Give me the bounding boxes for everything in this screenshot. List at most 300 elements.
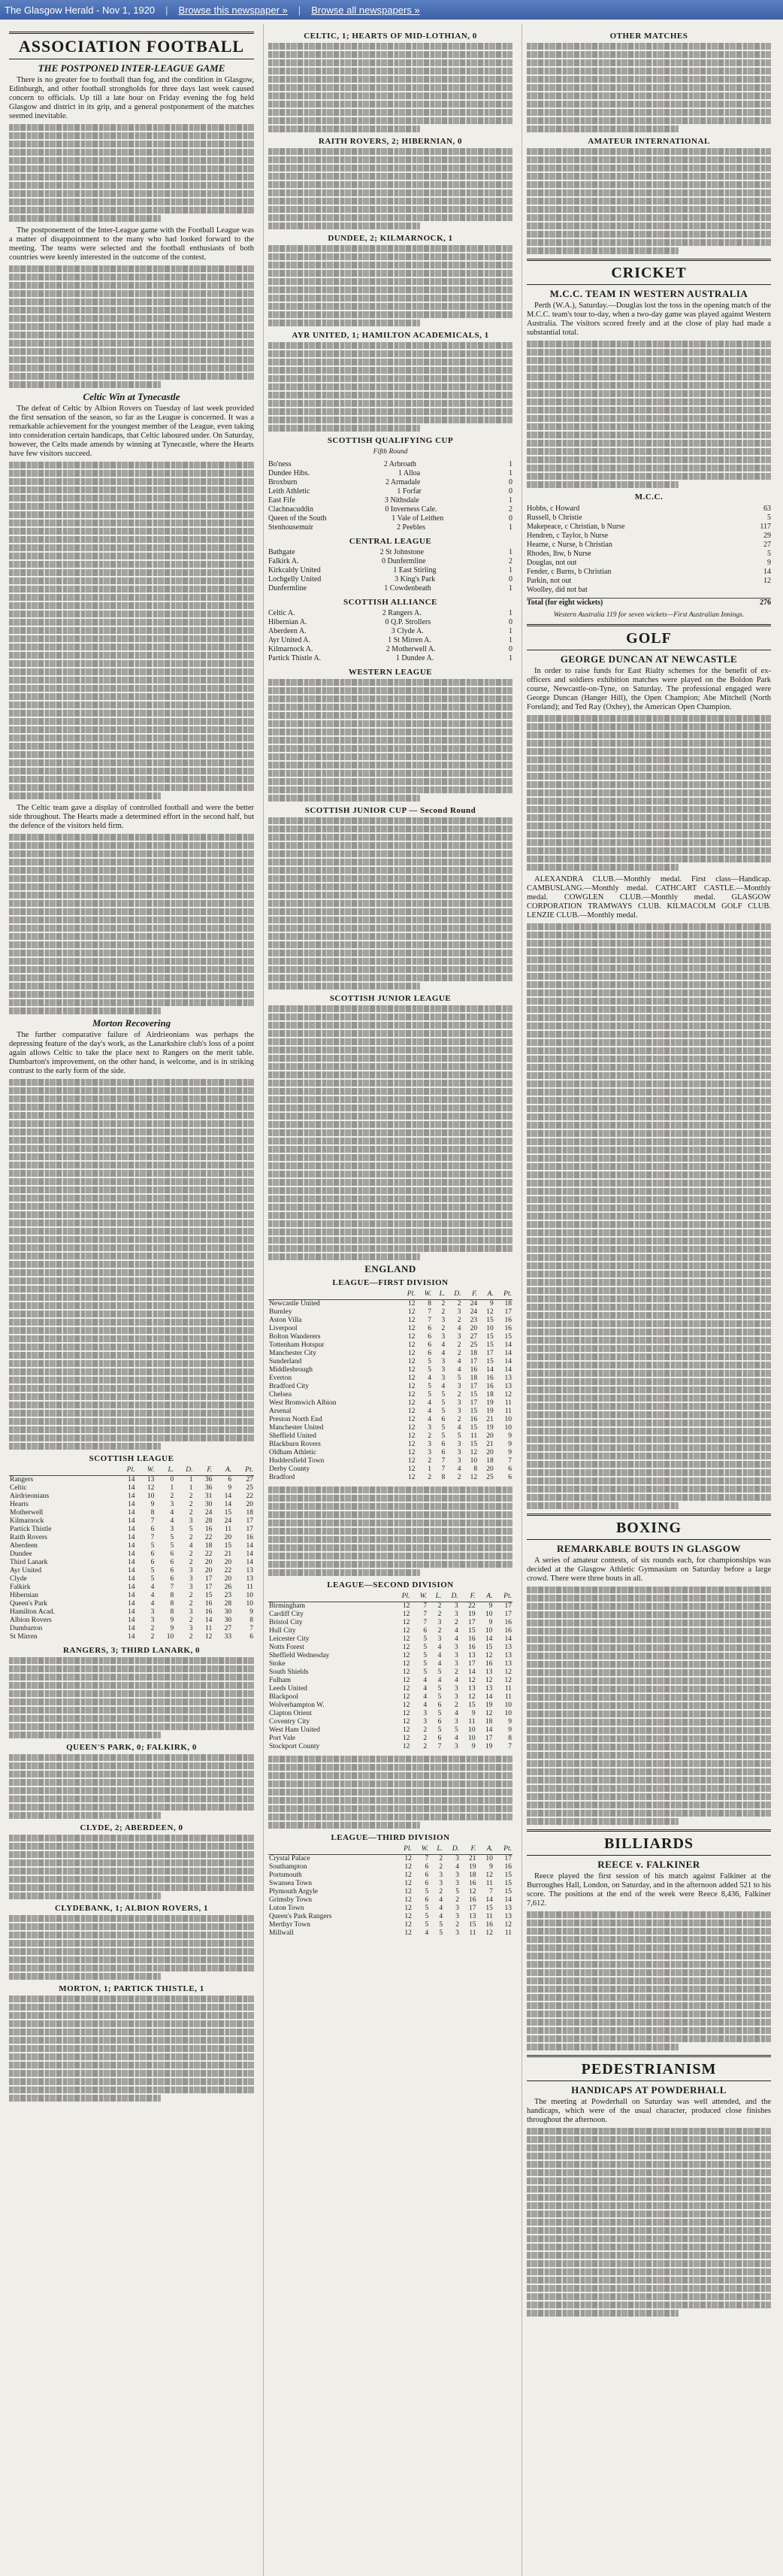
table-cell: 3 xyxy=(457,1441,461,1448)
table-cell: 16 xyxy=(468,1896,476,1904)
match-heading: RANGERS, 3; THIRD LANARK, 0 xyxy=(63,1646,200,1655)
table-cell: 15 xyxy=(485,1644,493,1651)
table-cell: 18 xyxy=(204,1542,213,1550)
table-header-cell: D. xyxy=(446,1290,461,1300)
table-cell: 2 xyxy=(189,1501,193,1508)
table-cell: 6 xyxy=(428,1350,432,1357)
table-cell: 17 xyxy=(470,1383,478,1390)
table-cell: 14 xyxy=(128,1575,135,1583)
result-cell: 2 Rangers A. xyxy=(382,609,422,617)
table-cell: 14 xyxy=(128,1534,135,1541)
table-cell: 0 xyxy=(170,1476,174,1483)
match-heading: RAITH ROVERS, 2; HIBERNIAN, 0 xyxy=(318,137,463,146)
result-row xyxy=(268,557,512,566)
table-cell: 17 xyxy=(468,1619,476,1626)
western-league-title: WESTERN LEAGUE xyxy=(348,668,433,677)
table-cell: 4 xyxy=(428,1374,432,1382)
table-header-cell: W. xyxy=(416,1290,433,1300)
table-row xyxy=(268,1383,512,1391)
table-cell: 4 xyxy=(454,1735,458,1742)
cricket-scorecard-title: M.C.C. xyxy=(634,492,664,502)
table-cell: 3 xyxy=(455,1871,460,1879)
table-cell: 3 xyxy=(189,1517,193,1525)
table-cell: 14 xyxy=(246,1559,253,1566)
qualifying-cup-title: SCOTTISH QUALIFYING CUP xyxy=(327,436,454,445)
table-cell: 4 xyxy=(423,1702,428,1709)
table-cell: 2 xyxy=(455,1921,460,1929)
table-row xyxy=(268,1317,512,1325)
team-name: Rangers xyxy=(10,1476,34,1483)
result-row xyxy=(268,514,512,523)
table-cell: 2 xyxy=(457,1317,461,1324)
table-cell: 4 xyxy=(439,1905,443,1912)
team-name: Millwall xyxy=(269,1929,294,1937)
table-cell: 15 xyxy=(470,1424,478,1432)
result-cell: Dunfermline xyxy=(268,584,307,592)
table-cell: 15 xyxy=(504,1871,512,1879)
team-name: Queen's Park xyxy=(10,1600,47,1608)
section-title-billiards: BILLIARDS xyxy=(527,1829,771,1856)
table-cell: 3 xyxy=(441,1317,446,1324)
team-name: West Bromwich Albion xyxy=(269,1399,337,1407)
table-cell: 16 xyxy=(470,1416,478,1423)
table-cell: 4 xyxy=(428,1416,432,1423)
table-cell: 9 xyxy=(508,1718,512,1726)
table-cell: 16 xyxy=(485,1921,493,1929)
table-cell: 12 xyxy=(408,1374,416,1382)
table-cell: 9 xyxy=(471,1743,476,1750)
table-cell: 11 xyxy=(225,1526,232,1533)
result-row xyxy=(268,627,512,636)
table-cell: 12 xyxy=(402,1627,410,1635)
table-cell: 16 xyxy=(470,1366,478,1374)
table-cell: 4 xyxy=(441,1383,446,1390)
table-cell: 12 xyxy=(470,1474,478,1481)
table-row xyxy=(268,1333,512,1341)
table-cell: 12 xyxy=(402,1677,410,1684)
table-header-cell: A. xyxy=(476,1844,493,1855)
table-cell: 14 xyxy=(128,1542,135,1550)
table-cell: 6 xyxy=(423,1627,428,1635)
text-block xyxy=(527,1587,771,1825)
table-cell: 15 xyxy=(224,1542,232,1550)
table-cell: 10 xyxy=(486,1325,494,1332)
first-division-table xyxy=(268,1290,512,1482)
table-row xyxy=(268,1457,512,1465)
table-cell: 14 xyxy=(504,1896,512,1904)
result-cell: 1 xyxy=(509,496,512,505)
table-cell: 12 xyxy=(485,1871,493,1879)
table-cell: 3 xyxy=(454,1718,458,1726)
browse-all-newspapers-link[interactable]: Browse all newspapers » xyxy=(311,4,420,16)
result-cell: 1 xyxy=(509,654,512,662)
table-cell: 27 xyxy=(470,1333,478,1341)
table-cell: 11 xyxy=(504,1399,512,1407)
result-row xyxy=(527,559,771,568)
table-cell: 5 xyxy=(150,1575,155,1583)
scottish-league-table xyxy=(9,1465,254,1641)
result-cell: 1 xyxy=(509,584,512,592)
text-block xyxy=(9,124,254,222)
amateur-international-title: AMATEUR INTERNATIONAL xyxy=(588,137,710,146)
table-cell: 7 xyxy=(423,1602,428,1610)
table-cell: 12 xyxy=(408,1449,416,1456)
result-cell: Partick Thistle A. xyxy=(268,654,322,662)
table-cell: 16 xyxy=(204,1608,213,1616)
table-cell: 5 xyxy=(441,1432,446,1440)
browse-newspaper-link[interactable]: Browse this newspaper » xyxy=(178,4,288,16)
table-cell: 6 xyxy=(428,1325,432,1332)
table-cell: 12 xyxy=(402,1660,410,1668)
result-cell: 1 Cowdenbeath xyxy=(384,584,431,592)
table-cell: 12 xyxy=(408,1325,416,1332)
table-cell: 14 xyxy=(246,1542,253,1550)
table-cell: 2 xyxy=(439,1855,443,1862)
table-cell: 18 xyxy=(246,1509,253,1517)
table-cell: 13 xyxy=(485,1685,493,1693)
team-name: Wolverhampton W. xyxy=(269,1702,325,1709)
table-cell: 11 xyxy=(205,1625,213,1632)
table-cell: 3 xyxy=(439,1871,443,1879)
table-cell: 2 xyxy=(454,1668,458,1676)
table-cell: 6 xyxy=(170,1550,174,1558)
result-row xyxy=(268,505,512,514)
table-cell: 14 xyxy=(128,1476,135,1483)
table-cell: 14 xyxy=(128,1600,135,1608)
table-cell: 12 xyxy=(504,1668,512,1676)
team-name: Sunderland xyxy=(269,1358,302,1365)
table-cell: 2 xyxy=(455,1896,460,1904)
result-row xyxy=(527,577,771,586)
newspaper-title: The Glasgow Herald - Nov 1, 1920 xyxy=(5,4,156,16)
table-cell: 12 xyxy=(402,1644,410,1651)
result-cell: 5 xyxy=(767,514,771,522)
team-name: Fulham xyxy=(269,1677,292,1684)
table-cell: 5 xyxy=(428,1391,432,1399)
table-cell: 12 xyxy=(404,1880,412,1887)
table-cell: 7 xyxy=(437,1743,442,1750)
table-cell: 16 xyxy=(246,1534,253,1541)
table-cell: 2 xyxy=(423,1743,428,1750)
table-header-cell: F. xyxy=(461,1290,478,1300)
table-cell: 2 xyxy=(150,1625,155,1632)
text-block xyxy=(527,1911,771,2050)
table-cell: 3 xyxy=(455,1905,460,1912)
table-cell: 7 xyxy=(249,1625,253,1632)
table-cell: 10 xyxy=(504,1424,512,1432)
text-block xyxy=(9,462,254,799)
table-cell: 3 xyxy=(189,1575,193,1583)
article-paragraph: Reece played the first session of his match against Falkiner at the Burroughes Hall, London, on Saturday, and in the afternoon added 521 to his score. The positions at the end of the week were Reece 8,436, Falkiner 7,612. xyxy=(527,1872,771,1908)
table-cell: 6 xyxy=(437,1702,442,1709)
result-cell: 5 xyxy=(767,550,771,558)
table-cell: 3 xyxy=(428,1424,432,1432)
table-row xyxy=(9,1501,254,1509)
table-cell: 4 xyxy=(428,1408,432,1415)
table-cell: 17 xyxy=(504,1308,512,1316)
result-row xyxy=(268,460,512,469)
table-cell: 4 xyxy=(437,1644,442,1651)
table-row xyxy=(9,1592,254,1600)
result-cell: Ayr United A. xyxy=(268,636,311,644)
result-row xyxy=(527,532,771,541)
result-cell: Dundee Hibs. xyxy=(268,469,310,477)
team-name: Hamilton Acad. xyxy=(10,1608,56,1616)
result-cell: Hearne, c Nurse, b Christian xyxy=(527,541,612,549)
table-cell: 6 xyxy=(150,1559,155,1566)
table-cell: 6 xyxy=(428,1341,432,1349)
table-cell: 12 xyxy=(408,1474,416,1481)
table-cell: 6 xyxy=(170,1567,174,1574)
table-cell: 25 xyxy=(486,1474,494,1481)
team-name: Bradford City xyxy=(269,1383,310,1390)
result-row xyxy=(268,609,512,618)
table-cell: 5 xyxy=(428,1358,432,1365)
table-cell: 5 xyxy=(189,1526,193,1533)
article-paragraph: ALEXANDRA CLUB.—Monthly medal. First class—Handicap. CAMBUSLANG.—Monthly medal. CATHCART CASTLE.—Monthly medal. COWGLEN CLUB.—Monthly medal. GLASGOW CORPORATION TRAMWAYS CLUB. KILMACOLM GOLF CLUB. LENZIE CLUB.—Monthly medal. xyxy=(527,875,771,920)
table-cell: 10 xyxy=(468,1726,476,1734)
table-cell: 8 xyxy=(508,1735,512,1742)
team-name: Hibernian xyxy=(10,1592,38,1599)
table-cell: 1 xyxy=(428,1465,432,1473)
team-name: Grimsby Town xyxy=(269,1896,312,1904)
result-row xyxy=(268,636,512,645)
table-cell: 13 xyxy=(485,1668,493,1676)
table-cell: 16 xyxy=(504,1317,512,1324)
table-cell: 21 xyxy=(486,1441,494,1448)
table-cell: 9 xyxy=(488,1619,493,1626)
table-cell: 12 xyxy=(408,1441,416,1448)
table-row xyxy=(9,1608,254,1617)
result-cell: 29 xyxy=(763,532,771,540)
table-header-cell: A. xyxy=(476,1592,494,1602)
table-cell: 15 xyxy=(468,1921,476,1929)
table-cell: 25 xyxy=(246,1484,253,1492)
table-cell: 4 xyxy=(457,1358,461,1365)
team-name: Tottenham Hotspur xyxy=(269,1341,325,1349)
table-cell: 17 xyxy=(468,1905,476,1912)
table-cell: 17 xyxy=(246,1517,253,1525)
team-name: Sheffield United xyxy=(269,1432,316,1440)
table-cell: 5 xyxy=(454,1726,458,1734)
table-cell: 14 xyxy=(246,1550,253,1558)
team-name: Dumbarton xyxy=(10,1625,43,1632)
table-cell: 18 xyxy=(470,1350,478,1357)
text-block xyxy=(527,148,771,254)
result-cell: East Fife xyxy=(268,496,295,505)
table-cell: 4 xyxy=(441,1350,446,1357)
table-cell: 25 xyxy=(470,1341,478,1349)
table-cell: 5 xyxy=(437,1726,442,1734)
table-cell: 5 xyxy=(150,1567,155,1574)
table-cell: 17 xyxy=(204,1583,213,1591)
table-row xyxy=(9,1509,254,1517)
table-row xyxy=(268,1896,512,1905)
table-cell: 2 xyxy=(428,1432,432,1440)
table-cell: 1 xyxy=(170,1484,174,1492)
table-cell: 4 xyxy=(454,1635,458,1643)
cricket-total-row xyxy=(527,598,771,608)
table-cell: 9 xyxy=(508,1432,512,1440)
table-row xyxy=(268,1325,512,1333)
table-cell: 2 xyxy=(189,1559,193,1566)
table-header-cell: L. xyxy=(155,1465,174,1476)
table-cell: 17 xyxy=(246,1526,253,1533)
table-cell: 22 xyxy=(468,1602,476,1610)
table-cell: 15 xyxy=(504,1888,512,1896)
table-cell: 3 xyxy=(437,1619,442,1626)
qualifying-cup-results xyxy=(268,460,512,532)
table-cell: 12 xyxy=(408,1333,416,1341)
table-cell: 14 xyxy=(128,1484,135,1492)
article-heading-celtic-win: Celtic Win at Tynecastle xyxy=(83,391,180,402)
table-row xyxy=(9,1575,254,1583)
table-row xyxy=(268,1374,512,1383)
table-cell: 3 xyxy=(441,1358,446,1365)
table-cell: 5 xyxy=(425,1921,429,1929)
text-block xyxy=(527,715,771,871)
table-cell: 1 xyxy=(189,1484,193,1492)
table-cell: 19 xyxy=(468,1611,476,1618)
table-cell: 13 xyxy=(504,1374,512,1382)
table-cell: 4 xyxy=(189,1542,193,1550)
text-block xyxy=(268,1487,512,1576)
team-name: Falkirk xyxy=(10,1583,31,1591)
result-cell: Kilmarnock A. xyxy=(268,645,313,653)
table-cell: 9 xyxy=(170,1625,174,1632)
team-name: Bolton Wanderers xyxy=(269,1333,321,1341)
table-cell: 7 xyxy=(170,1583,174,1591)
table-cell: 14 xyxy=(485,1896,493,1904)
result-cell: Kirkcaldy United xyxy=(268,566,321,574)
table-cell: 8 xyxy=(473,1465,478,1473)
second-division-table xyxy=(268,1592,512,1751)
table-header-cell: W. xyxy=(136,1465,156,1476)
table-cell: 15 xyxy=(504,1880,512,1887)
table-cell: 3 xyxy=(170,1526,174,1533)
team-name: South Shields xyxy=(269,1668,309,1676)
table-cell: 10 xyxy=(147,1493,155,1500)
table-row xyxy=(268,1602,512,1611)
table-cell: 15 xyxy=(470,1391,478,1399)
table-cell: 6 xyxy=(425,1871,429,1879)
table-cell: 13 xyxy=(504,1383,512,1390)
result-row xyxy=(527,541,771,550)
england-section-title: ENGLAND xyxy=(364,1263,416,1274)
table-header-cell xyxy=(268,1592,392,1602)
table-cell: 12 xyxy=(408,1432,416,1440)
table-cell: 14 xyxy=(128,1501,135,1508)
table-cell: 7 xyxy=(441,1457,446,1465)
table-cell: 11 xyxy=(468,1718,476,1726)
team-name: Crystal Palace xyxy=(269,1855,310,1862)
table-cell: 4 xyxy=(454,1677,458,1684)
table-cell: 19 xyxy=(486,1399,494,1407)
section-title-pedestrianism: PEDESTRIANISM xyxy=(527,2055,771,2081)
cricket-total-value: 276 xyxy=(760,599,771,607)
cricket-article-title: M.C.C. TEAM IN WESTERN AUSTRALIA xyxy=(549,288,748,299)
table-cell: 5 xyxy=(455,1888,460,1896)
table-cell: 20 xyxy=(486,1449,494,1456)
junior-cup-title: SCOTTISH JUNIOR CUP — Second Round xyxy=(304,806,476,815)
article-paragraph: A series of amateur contests, of six rounds each, for championships was decided at the Glasgow Athletic Gymnasium on Saturday before a large crowd. There were three bouts in all. xyxy=(527,1556,771,1583)
table-cell: 6 xyxy=(441,1416,446,1423)
table-cell: 3 xyxy=(150,1617,155,1624)
team-name: Port Vale xyxy=(269,1735,295,1742)
table-row xyxy=(268,1627,512,1635)
cricket-total-label: Total (for eight wickets) xyxy=(527,599,603,607)
table-cell: 21 xyxy=(468,1855,476,1862)
table-cell: 12 xyxy=(408,1383,416,1390)
table-cell: 12 xyxy=(402,1743,410,1750)
table-cell: 14 xyxy=(128,1625,135,1632)
table-cell: 13 xyxy=(504,1660,512,1668)
table-cell: 3 xyxy=(189,1625,193,1632)
table-cell: 24 xyxy=(470,1308,478,1316)
table-header-cell: Pt. xyxy=(494,1290,512,1300)
table-cell: 5 xyxy=(423,1644,428,1651)
team-name: Birmingham xyxy=(269,1602,306,1610)
result-cell: 2 Peebles xyxy=(396,523,426,532)
table-cell: 27 xyxy=(224,1625,232,1632)
table-cell: 24 xyxy=(204,1509,213,1517)
team-name: Cardiff City xyxy=(269,1611,304,1618)
table-cell: 10 xyxy=(504,1702,512,1709)
result-row xyxy=(268,469,512,478)
team-name: Kilmarnock xyxy=(10,1517,44,1525)
table-cell: 4 xyxy=(457,1366,461,1374)
table-cell: 13 xyxy=(468,1913,476,1920)
table-header-cell: Pt. xyxy=(493,1592,512,1602)
table-row xyxy=(268,1424,512,1432)
table-cell: 6 xyxy=(437,1735,442,1742)
topbar-separator: | xyxy=(298,4,301,16)
table-cell: 4 xyxy=(170,1509,174,1517)
table-cell: 3 xyxy=(150,1608,155,1616)
table-row xyxy=(9,1534,254,1542)
team-name: Arsenal xyxy=(269,1408,292,1415)
table-cell: 5 xyxy=(425,1888,429,1896)
result-cell: Rhodes, lbw, b Nurse xyxy=(527,550,591,558)
table-cell: 24 xyxy=(470,1300,478,1308)
table-row xyxy=(268,1677,512,1685)
table-cell: 5 xyxy=(423,1668,428,1676)
table-cell: 16 xyxy=(504,1627,512,1635)
table-cell: 6 xyxy=(441,1441,446,1448)
table-cell: 3 xyxy=(189,1567,193,1574)
result-cell: 2 xyxy=(509,557,512,565)
table-cell: 12 xyxy=(402,1611,410,1618)
table-header-cell xyxy=(9,1465,114,1476)
table-cell: 3 xyxy=(454,1602,458,1610)
table-cell: 6 xyxy=(508,1465,512,1473)
result-cell: 3 King's Park xyxy=(395,575,436,583)
text-block xyxy=(9,1079,254,1450)
table-cell: 2 xyxy=(454,1702,458,1709)
table-header-cell: F. xyxy=(193,1465,213,1476)
table-cell: 8 xyxy=(170,1608,174,1616)
team-name: Merthyr Town xyxy=(269,1921,310,1929)
table-cell: 9 xyxy=(249,1608,253,1616)
table-cell: 4 xyxy=(454,1710,458,1717)
result-cell: Lochgelly United xyxy=(268,575,322,583)
column-3 xyxy=(521,24,775,2576)
table-header-cell: Pl. xyxy=(114,1465,136,1476)
junior-league-title: SCOTTISH JUNIOR LEAGUE xyxy=(329,994,452,1003)
table-cell: 4 xyxy=(437,1660,442,1668)
table-cell: 12 xyxy=(402,1702,410,1709)
table-cell: 6 xyxy=(228,1476,232,1483)
